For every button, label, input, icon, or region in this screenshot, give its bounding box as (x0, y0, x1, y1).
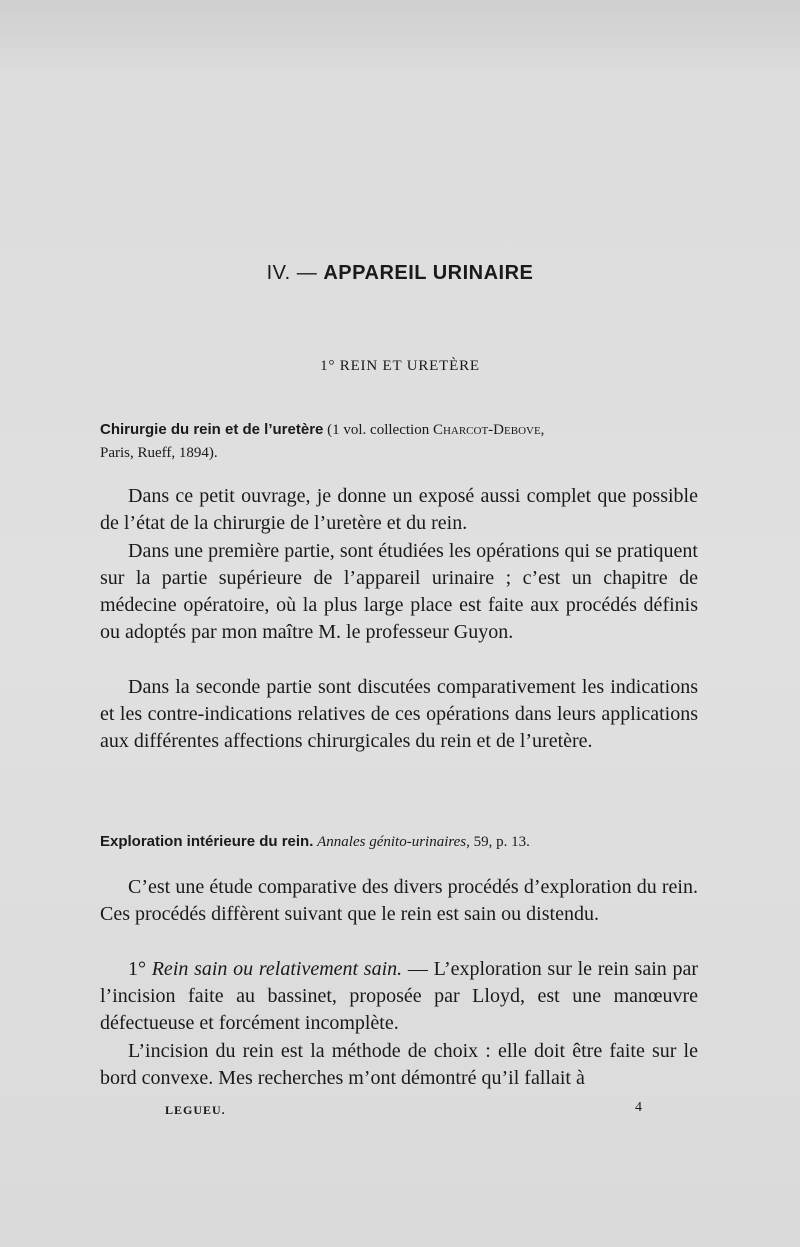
reference-details: 59, p. 13. (473, 834, 530, 850)
bleed-through-texture (90, 85, 730, 193)
paragraph (100, 956, 698, 1037)
page-number: 4 (635, 1100, 642, 1115)
reference-title: Chirurgie du rein et de l’uretère (100, 421, 324, 438)
reference-collection: Charcot-Debove, (432, 422, 545, 438)
reference-journal: Annales génito-urinaires, (317, 834, 470, 850)
subsection-heading: 1° REIN ET URETÈRE (320, 358, 480, 374)
section-title: APPAREIL URINAIRE (323, 262, 534, 284)
paragraph-text: — L’exploration sur le rein sain par l’incision faite au bassinet, proposée par Lloyd, est une manœuvre défectueuse et forcément incomplète. (100, 958, 698, 1034)
reference-title: Exploration intérieure du rein. (100, 833, 314, 850)
paragraph: L’incision du rein est la méthode de choix : elle doit être faite sur le bord convexe. Mes recherches m’ont démontré qu’il fallait à (100, 1040, 698, 1089)
signature-mark: LEGUEU. (165, 1103, 226, 1117)
section-numeral: IV. — (266, 262, 318, 284)
reference-entry-2 (100, 830, 710, 854)
paragraph: Dans la seconde partie sont discutées comparativement les indications et les contre-indications relatives de ces opérations dans leurs applications aux différentes affections chirurgicales du rein et de l’uretère. (100, 676, 698, 752)
reference-details: (1 vol. collection (327, 422, 430, 438)
section-heading (0, 262, 800, 285)
paragraph: Dans ce petit ouvrage, je donne un exposé aussi complet que possible de l’état de la chirurgie de l’uretère et du rein. (100, 485, 698, 534)
subheading-emphasis: Rein sain ou relativement sain. (151, 958, 403, 980)
paragraph: C’est une étude comparative des divers procédés d’exploration du rein. Ces procédés diffèrent suivant que le rein est sain ou distendu. (100, 876, 698, 925)
paragraph: Dans une première partie, sont étudiées les opérations qui se pratiquent sur la partie supérieure de l’appareil urinaire ; c’est un chapitre de médecine opératoire, où la plus large place est faite aux procédés définis ou adoptés par mon maître M. le professeur Guyon. (100, 540, 698, 643)
reference-publisher: Paris, Rueff, 1894). (100, 445, 218, 461)
reference-entry-1 (100, 418, 710, 465)
list-marker: 1° (128, 958, 146, 980)
